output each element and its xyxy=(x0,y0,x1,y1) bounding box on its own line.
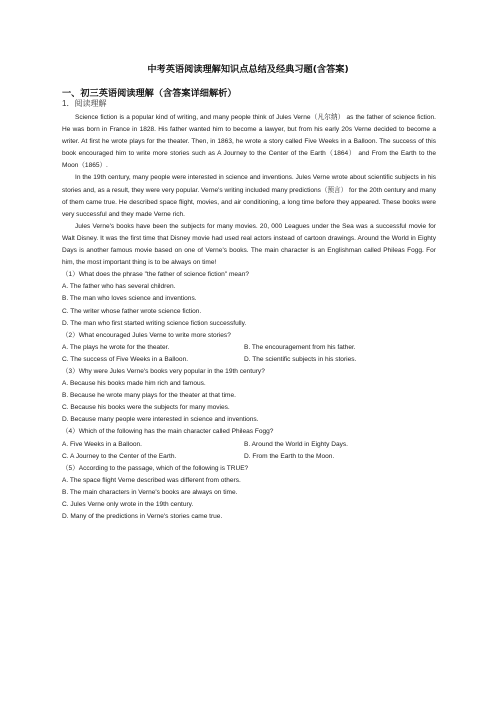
answer-option: D. Because many people were interested in science and inventions. xyxy=(62,416,259,424)
question-stem: （4）Which of the following has the main character called Phileas Fogg? xyxy=(62,428,274,436)
answer-option: D. From the Earth to the Moon. xyxy=(244,452,335,460)
question-stem: （3）Why were Jules Verne's books very popular in the 19th century? xyxy=(62,367,265,375)
answer-option: A. The space flight Verne described was different from others. xyxy=(62,476,241,484)
passage-paragraph: Science fiction is a popular kind of writing, and many people think of Jules Verne（凡尔纳） as the father of science fiction. He was born in France in 1828. His father wanted him to become a lawyer, but from his early 20s Verne decided to become a writer. At first he wrote plays for the theater. Then, in 1863, he wrote a story called Five Weeks in a Balloon. The success of this book encouraged him to write more stories such as A Journey to the Center of the Earth（1864） and From the Earth to the Moon（1865）. xyxy=(62,114,436,170)
answer-option: C. The writer whose father wrote science fiction. xyxy=(62,307,202,315)
answer-option: B. The main characters in Verne's books are always on time. xyxy=(62,488,238,496)
answer-option: C. A Journey to the Center of the Earth. xyxy=(62,452,177,460)
option-row xyxy=(62,451,436,463)
passage-paragraph: Jules Verne's books have been the subjects for many movies. 20, 000 Leagues under the Sea was a successful movie for Walt Disney. It was the first time that Disney movie had used real actors instead of cartoon drawings. Around the World in Eighty Days is another famous movie based on one of Verne's books. The main character is an Englishman called Phileas Fogg. For him, the most important thing is to be always on time! xyxy=(62,222,436,267)
question-stem: （2）What encouraged Jules Verne to write more stories? xyxy=(62,331,231,339)
option-row xyxy=(62,342,436,354)
answer-option: B. The encouragement from his father. xyxy=(244,343,356,351)
passage-paragraph: In the 19th century, many people were interested in science and inventions. Jules Verne wrote about scientific subjects in his stories and, as a result, they were very popular. Verne's writing included many predictions（预言） for the 20th century and many of them came true. He described space flight, movies, and air conditioning, a long time before they appeared. These books were very successful and they made Verne rich. xyxy=(62,174,436,218)
answer-option: D. Many of the predictions in Verne's stories came true. xyxy=(62,513,223,521)
option-row xyxy=(62,354,436,366)
answer-option: C. Because his books were the subjects for many movies. xyxy=(62,404,230,412)
subsection-label: 阅读理解 xyxy=(74,99,107,108)
answer-option: D. The scientific subjects in his stories. xyxy=(244,355,357,363)
subsection-number: 1． xyxy=(62,99,75,108)
answer-option: A. The father who has several children. xyxy=(62,283,176,291)
answer-option: B. Around the World in Eighty Days. xyxy=(244,440,348,448)
answer-option: D. The man who first started writing science fiction successfully. xyxy=(62,319,247,327)
answer-option: B. The man who loves science and inventions. xyxy=(62,295,197,303)
question-stem: （5）According to the passage, which of the following is TRUE? xyxy=(62,464,249,472)
answer-option: A. Five Weeks in a Balloon. xyxy=(62,440,142,448)
question-stem: （1）What does the phrase "the father of science fiction" mean? xyxy=(62,271,249,279)
answer-option: C. Jules Verne only wrote in the 19th century. xyxy=(62,501,194,508)
passage-body xyxy=(62,112,436,523)
document-title: 中考英语阅读理解知识点总结及经典习题(含答案) xyxy=(147,64,349,75)
subsection-heading xyxy=(62,98,106,109)
section-heading: 一、初三英语阅读理解（含答案详细解析） xyxy=(62,88,237,99)
answer-option: A. Because his books made him rich and famous. xyxy=(62,380,206,388)
option-row xyxy=(62,439,436,451)
answer-option: C. The success of Five Weeks in a Balloon. xyxy=(62,355,189,363)
answer-option: B. Because he wrote many plays for the theater at that time. xyxy=(62,392,236,400)
answer-option: A. The plays he wrote for the theater. xyxy=(62,343,170,351)
